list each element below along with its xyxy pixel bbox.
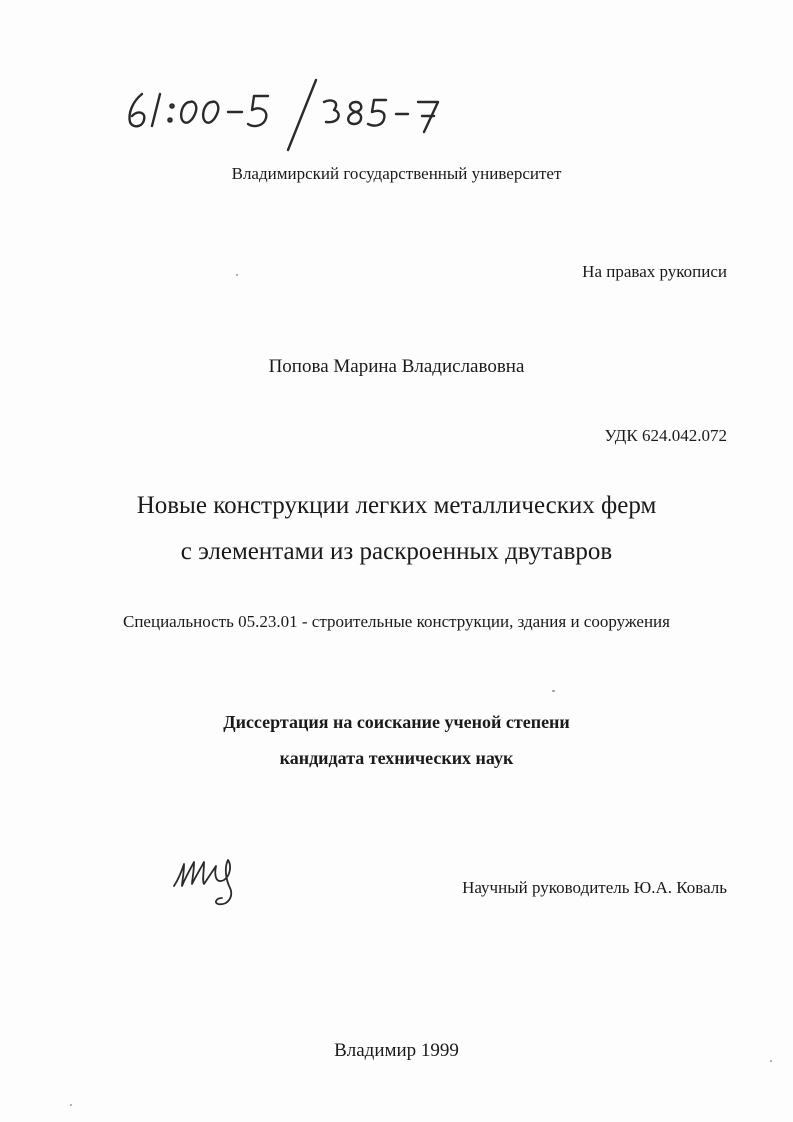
scientific-supervisor: Научный руководитель Ю.А. Коваль [462, 878, 727, 897]
scan-speck [70, 1104, 72, 1106]
handwritten-archive-code [120, 72, 460, 152]
scan-speck [770, 1060, 772, 1062]
dissertation-degree-line-2: кандидата технических наук [279, 748, 514, 768]
scan-speck [552, 690, 555, 692]
city-and-year: Владимир 1999 [334, 1040, 459, 1061]
thesis-title-line-2: с элементами из раскроенных двутавров [180, 538, 613, 565]
author-name: Попова Марина Владиславовна [268, 356, 525, 377]
rights-note: На правах рукописи [582, 262, 727, 281]
university-name: Владимирский государственный университет [231, 164, 562, 183]
dissertation-degree-line-1: Диссертация на соискание ученой степени [223, 712, 570, 732]
thesis-title-line-1: Новые конструкции легких металлических ферм [136, 492, 657, 519]
udc-code: УДК 624.042.072 [604, 426, 727, 445]
scan-speck [236, 274, 238, 276]
specialty-line: Специальность 05.23.01 - строительные конструкции, здания и сооружения [123, 612, 670, 631]
author-signature [168, 850, 258, 910]
